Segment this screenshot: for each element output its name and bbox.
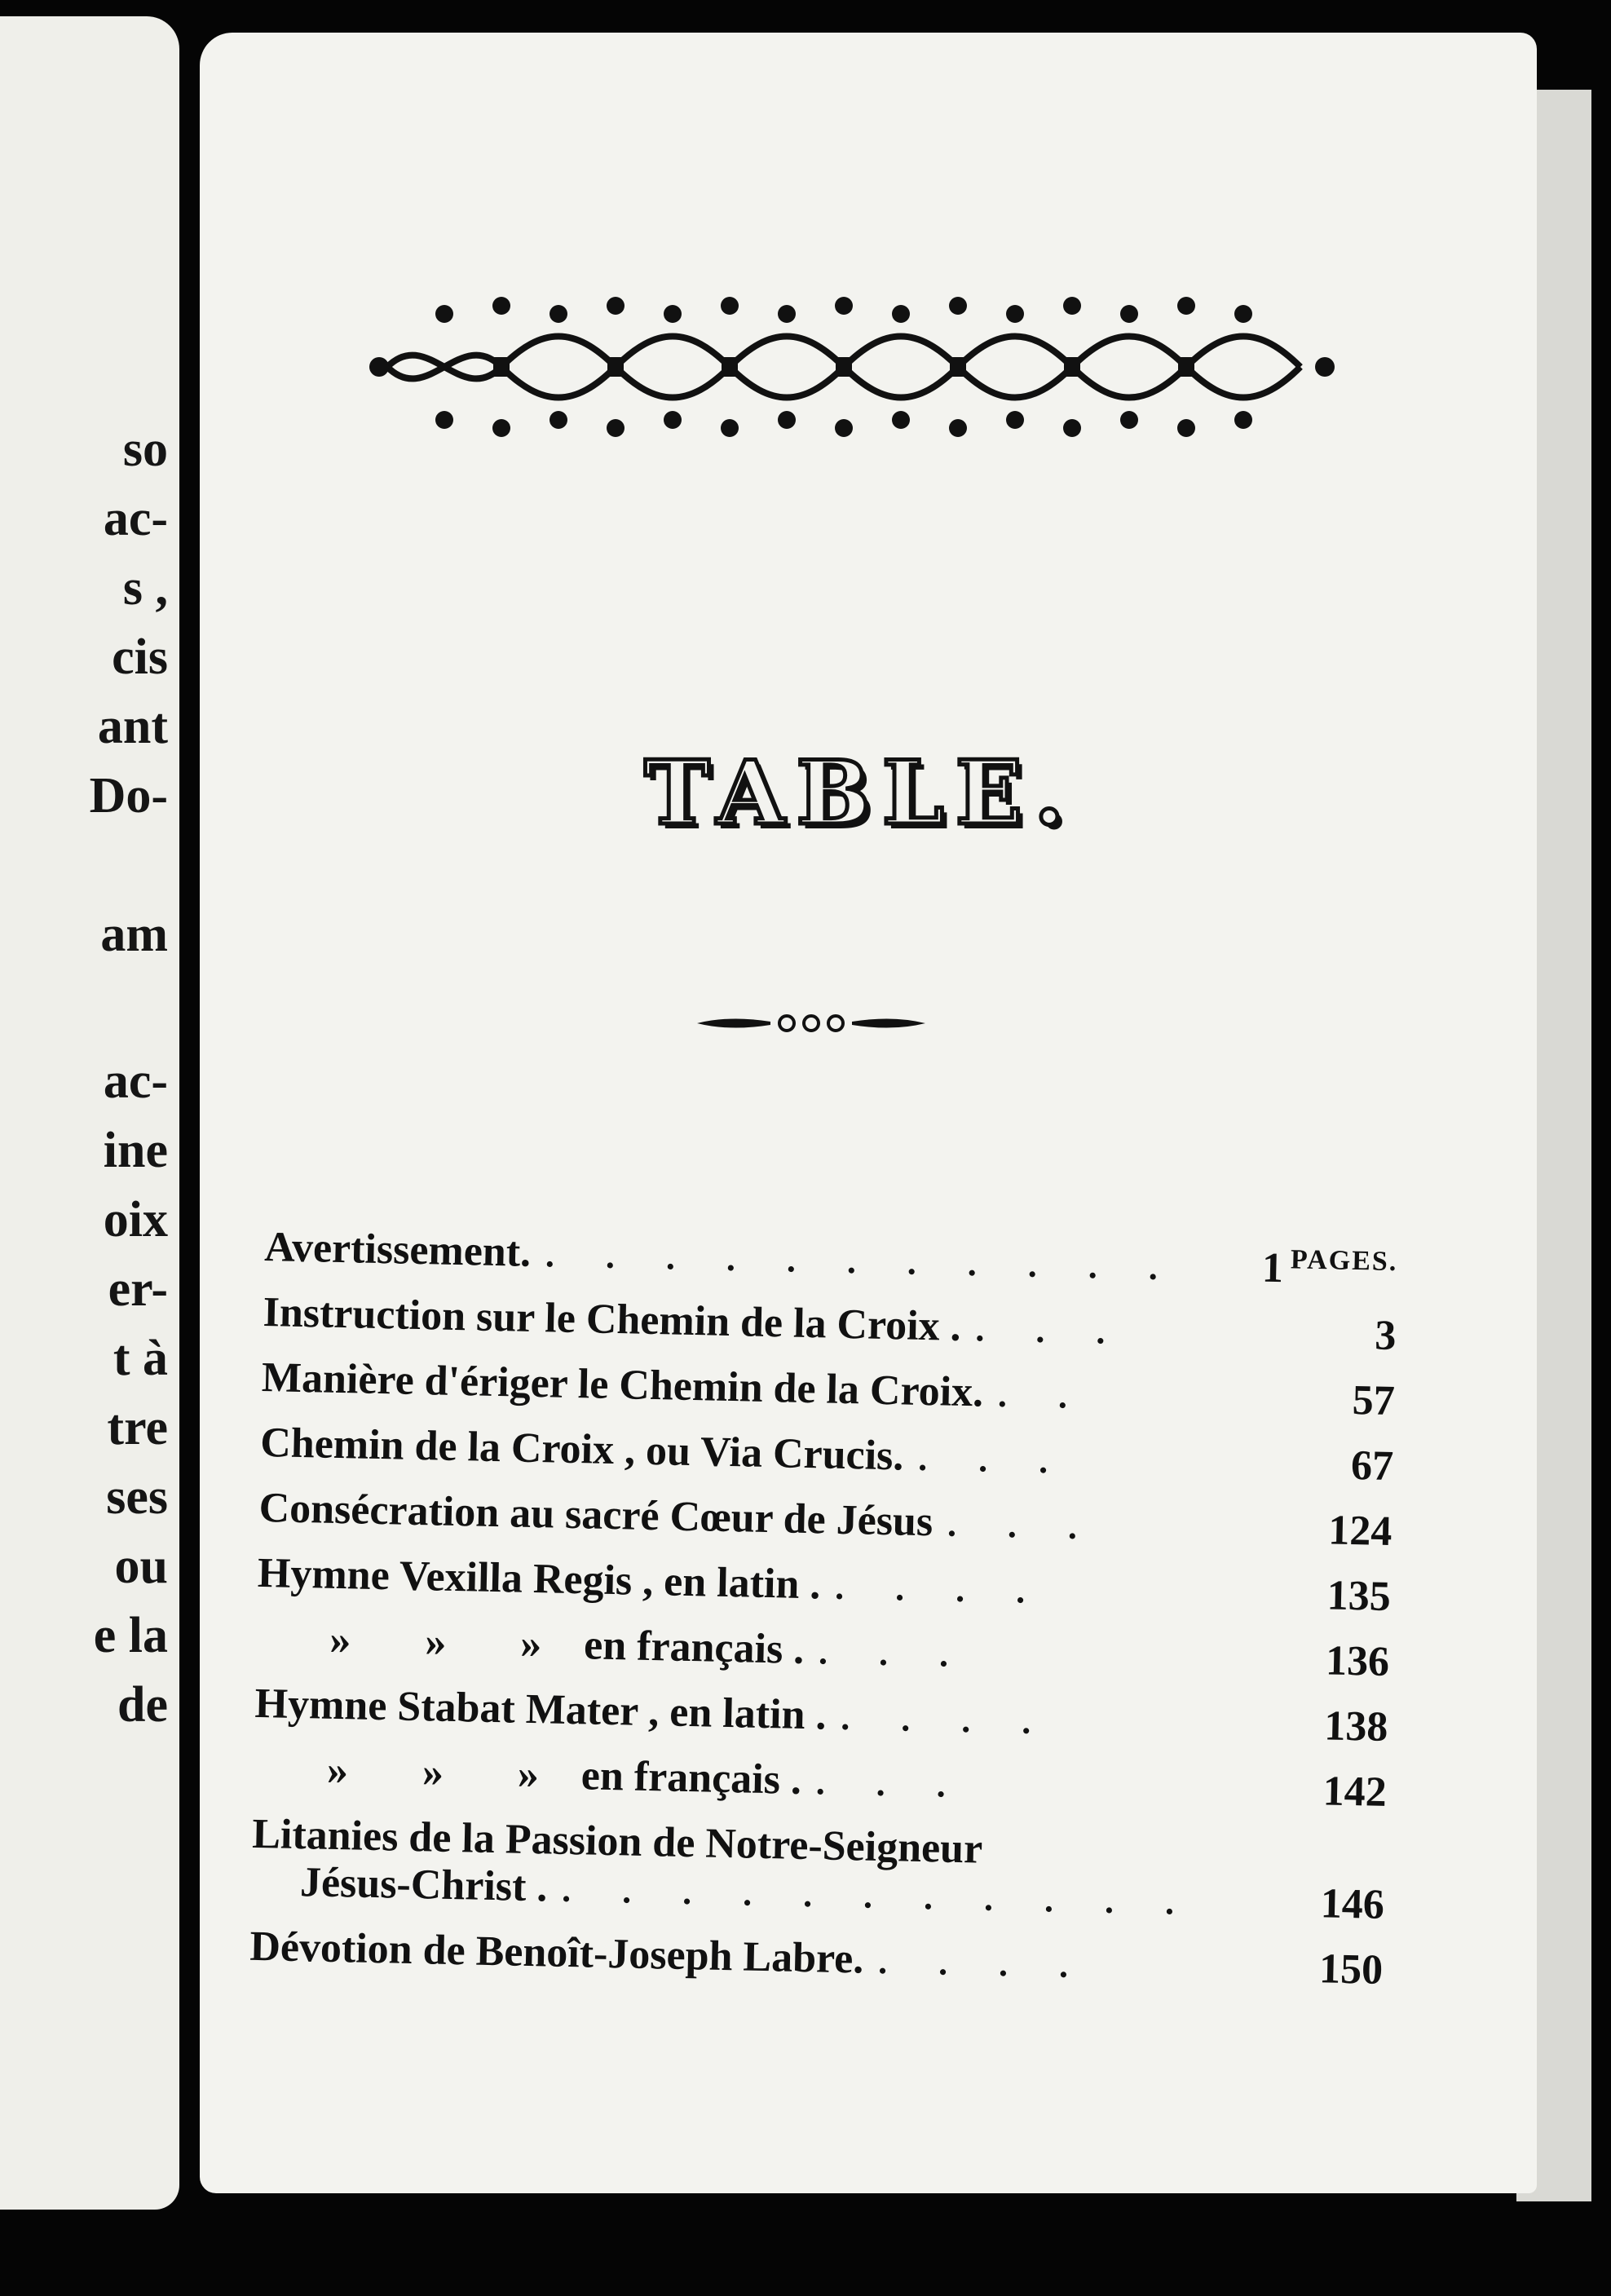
left-page-fragment: e la [93,1608,168,1663]
left-page-fragment: ses [106,1469,168,1525]
left-page-fragment: ine [103,1123,168,1178]
toc-leader: . . . [818,1631,970,1676]
toc-entry-title: » » » en français . [326,1746,802,1804]
toc-entry-title: Instruction sur le Chemin de la Croix . [263,1288,962,1350]
page-title: TABLE. [644,742,1076,845]
left-page-fragment: ac- [103,491,168,546]
left-page-fragment: ou [114,1539,168,1594]
toc-entry-page: 150 [1318,1945,1384,1994]
toc-entry-page [1295,1870,1385,1871]
toc-entry-page: 57 [1352,1376,1396,1425]
pages-column-header: PAGES. [1290,1244,1398,1278]
toc-entry-title: » » » en français . [329,1616,805,1673]
left-facing-page [0,16,179,2210]
toc-entry-title: Chemin de la Croix , ou Via Crucis. [259,1419,904,1480]
toc-leader [997,1863,1281,1869]
toc-entry-page: 3 [1374,1312,1397,1360]
toc-entry-title: Hymne Vexilla Regis , en latin . [257,1549,821,1609]
toc-entry-title: Litanies de la Passion de Notre-Seigneur [251,1810,983,1873]
left-page-fragment: s , [122,560,168,616]
toc-entry-title: Hymne Stabat Mater , en latin . [254,1680,828,1739]
left-page-fragment: ant [97,699,168,754]
toc-leader: . . . . [877,1941,1090,1986]
left-page-fragment: de [117,1677,168,1733]
toc-entry-page: 124 [1327,1507,1393,1556]
toc-leader: . . . [975,1309,1128,1353]
toc-entry-page: 146 [1320,1880,1385,1928]
left-page-fragment: ac- [103,1053,168,1109]
toc-leader: . . . [815,1762,968,1806]
toc-leader: . . [997,1374,1089,1417]
toc-entry-title: Jésus-Christ . [299,1859,548,1911]
toc-leader: . . . [917,1437,1070,1481]
toc-entry-title: Consécration au sacré Cœur de Jésus [258,1484,933,1546]
left-page-fragment: am [100,907,168,962]
toc-entry-page: 67 [1350,1442,1394,1490]
table-of-contents [249,1223,1397,2011]
toc-leader: . . . . . . . . . . . [545,1234,1180,1288]
left-page-fragment: oix [103,1192,168,1247]
ornamental-border [363,269,1341,457]
toc-entry-page: 142 [1322,1768,1388,1816]
left-page-fragment: so [122,422,168,477]
left-page-fragment: t à [113,1331,168,1386]
toc-entry-title: Manière d'ériger le Chemin de la Croix. [261,1353,984,1416]
toc-leader: . . . . [840,1697,1053,1742]
toc-entry-title: Avertissement. [263,1223,532,1276]
ornamental-divider [697,1007,925,1040]
toc-entry-title: Dévotion de Benoît-Joseph Labre. [249,1923,864,1983]
toc-entry-page: 136 [1325,1637,1390,1685]
book-page [200,33,1537,2193]
toc-entry-page: 138 [1323,1702,1388,1751]
toc-entry-page: 1 [1261,1244,1284,1292]
left-page-fragment: cis [112,629,168,685]
toc-entry-page: 135 [1326,1572,1392,1621]
toc-leader: . . . . [834,1566,1047,1612]
left-page-fragment: tre [107,1400,168,1455]
toc-leader: . . . . . . . . . . . [561,1869,1196,1923]
left-page-fragment: er- [108,1261,168,1317]
left-page-fragment: Do- [89,768,168,823]
toc-leader: . . . [947,1503,1099,1548]
